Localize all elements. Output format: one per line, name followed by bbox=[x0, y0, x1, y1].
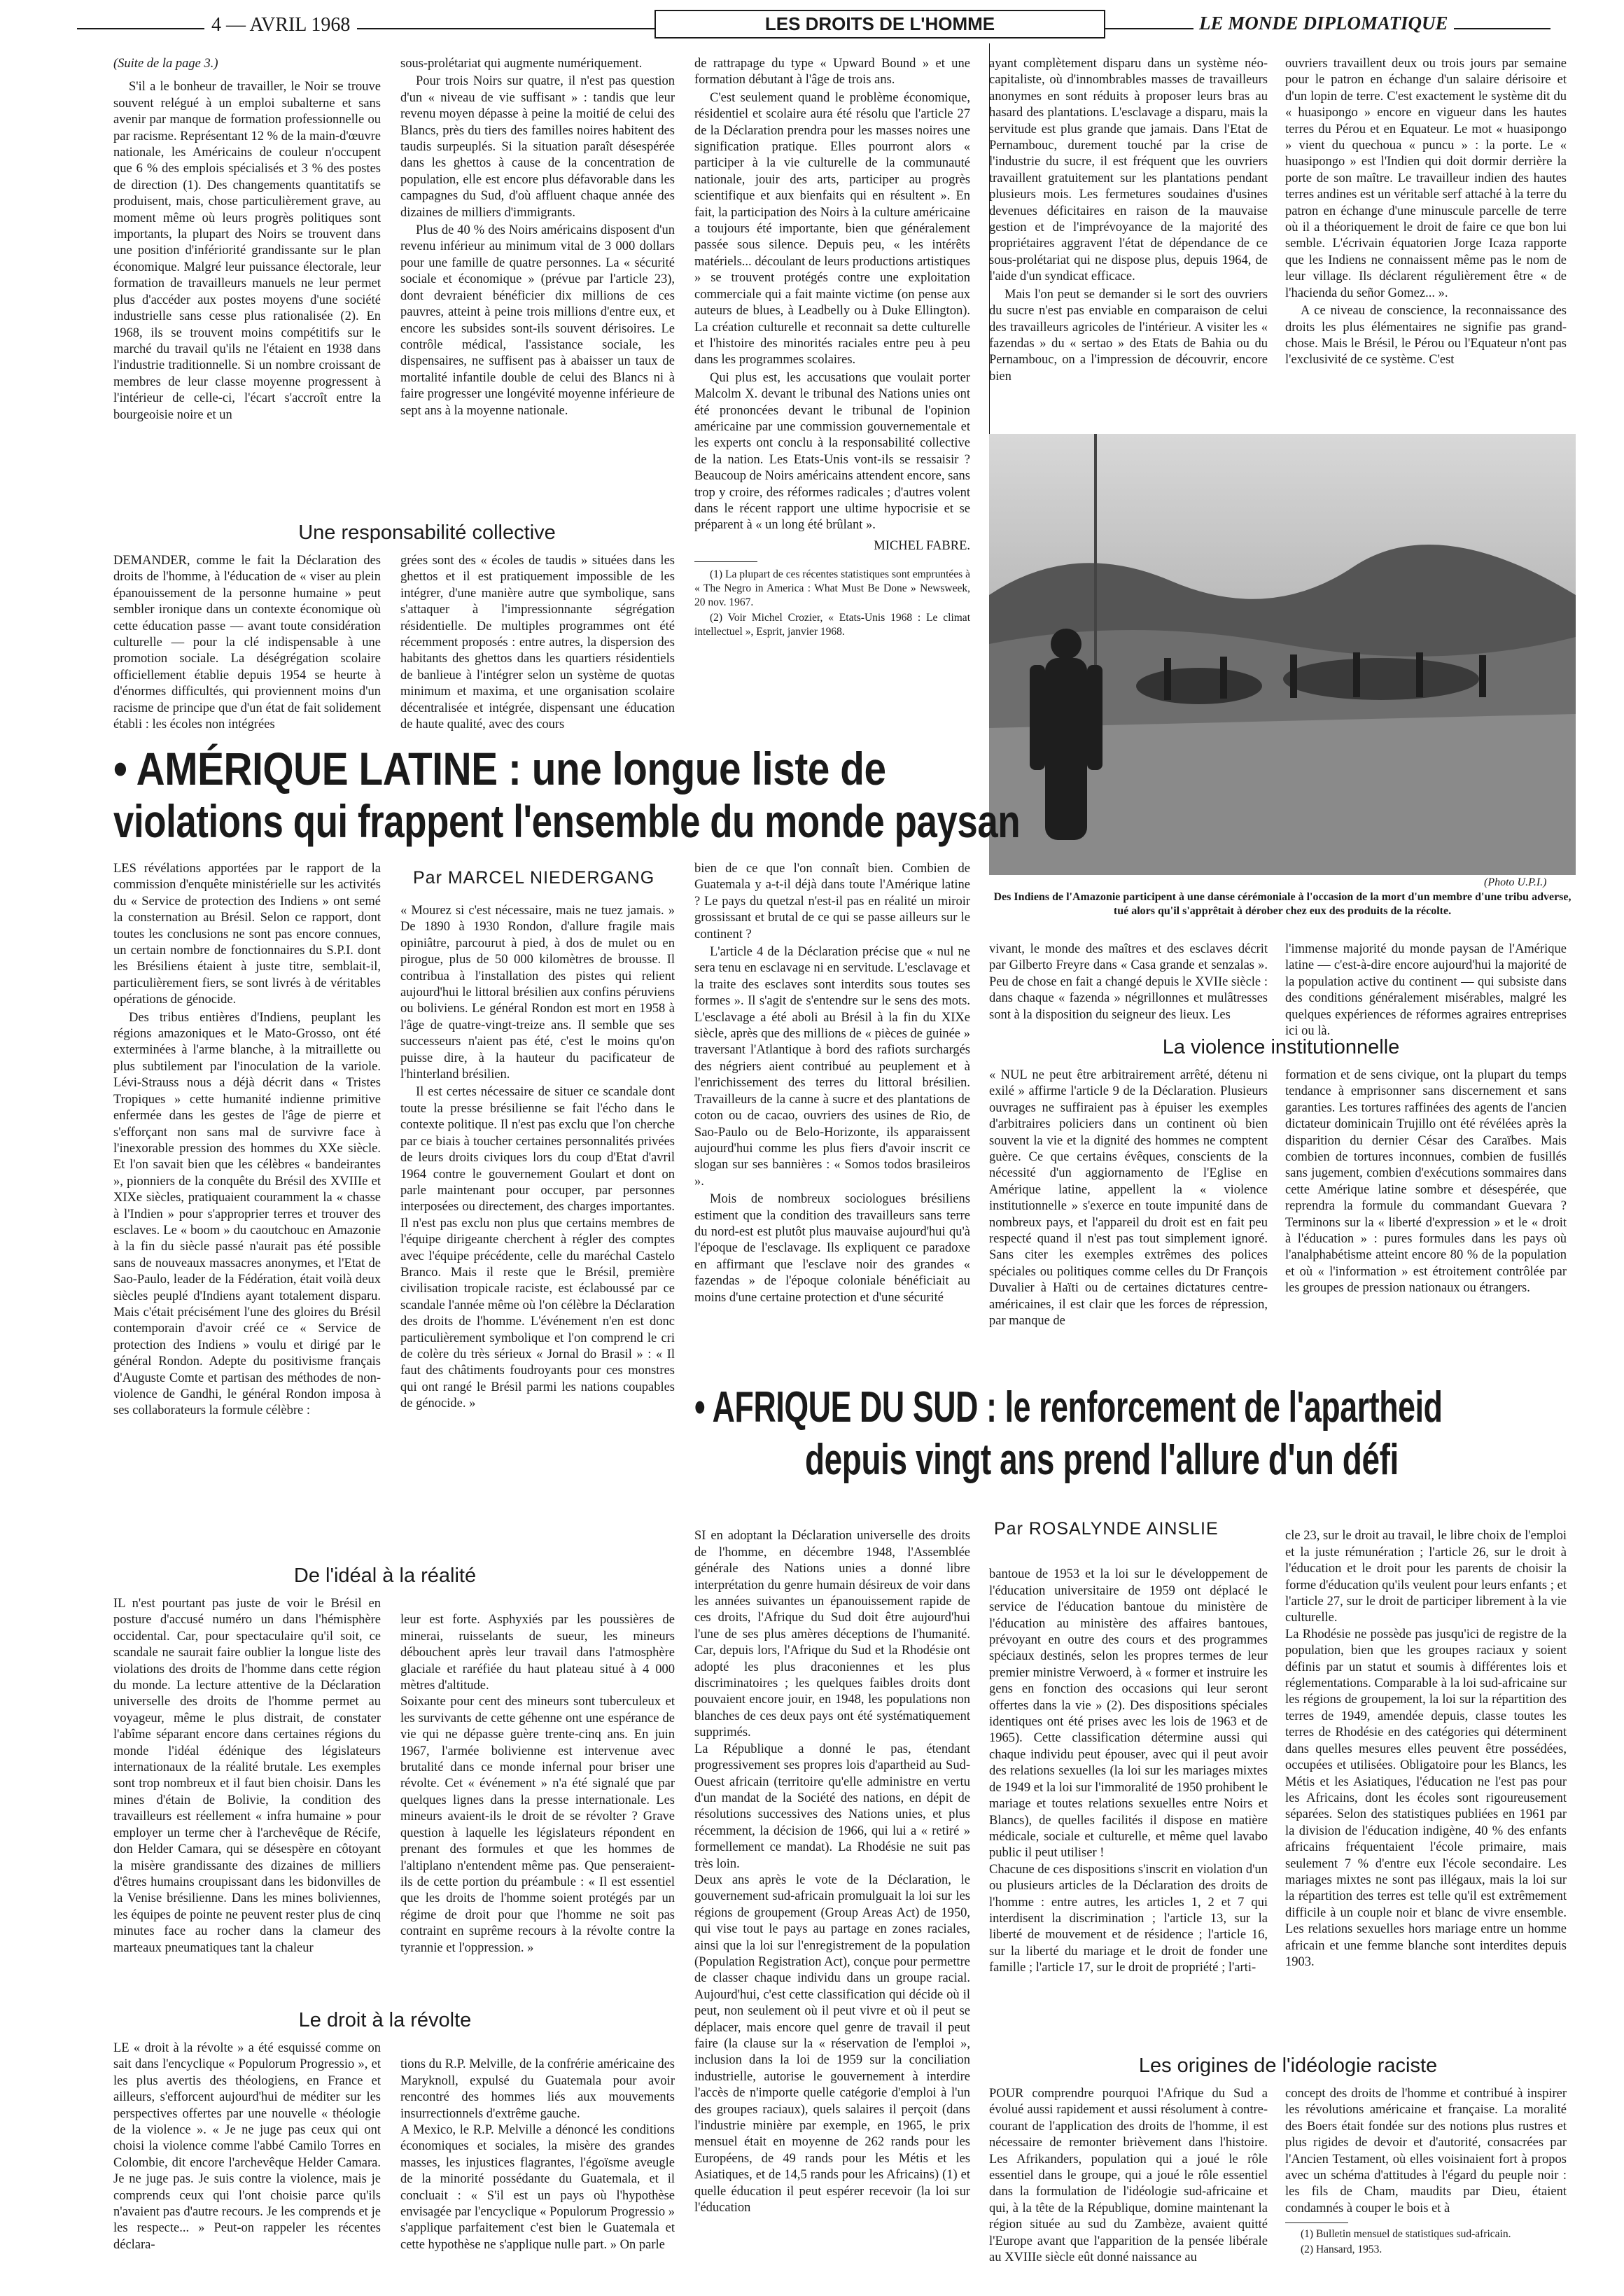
latin-america-column-3 bbox=[694, 861, 970, 1308]
paper-title: LE MONDE DIPLOMATIQUE bbox=[1194, 13, 1454, 34]
paragraph: de rattrapage du type « Upward Bound » et une formation débutant à l'âge de trois ans. bbox=[694, 57, 970, 88]
top-article-column-1 bbox=[113, 56, 381, 425]
latin-america-column-1 bbox=[113, 861, 381, 1421]
origins-column-2 bbox=[1285, 2086, 1567, 2258]
revolt-column-2 bbox=[400, 2040, 675, 2272]
section-heading-revolt: Le droit à la révolte bbox=[298, 2009, 472, 2031]
section-heading-violence: La violence institutionnelle bbox=[1162, 1036, 1400, 1058]
section-title: LES DROITS DE L'HOMME bbox=[654, 10, 1105, 38]
page-date: 4 — AVRIL 1968 bbox=[204, 14, 357, 36]
notes-rule bbox=[694, 561, 757, 562]
footnote: (1) La plupart de ces récentes statistiques sont empruntées à « The Negro in America : What Must Be Done » Newsweek, 20 nov. 1967. bbox=[694, 568, 970, 609]
photo-credit: (Photo U.P.I.) bbox=[1484, 876, 1547, 888]
section-heading-ideal: De l'idéal à la réalité bbox=[293, 1564, 477, 1587]
violence-column-2 bbox=[1285, 1068, 1567, 1298]
paragraph: C'est seulement quand le problème économique, résidentiel et scolaire aura été résolu que l'article 27 de la Déclaration prendra pour les masses noires une signification pratique. Elles pourront alors « participer à la vie culturelle de la communauté nationale, jouir des arts, participer au progrès scientifique et aux bienfaits qui en résultent ». En fait, la participation des Noirs à la culture américaine a toujours été importante, bien que généralement passée sous silence. Depuis peu, « les intérêts matériels... découlant de leurs productions artistiques » se trouvent protégés contre une exploitation commerciale qui a fait mainte victime (on pense aux auteurs de blues, à Leadbelly ou à Duke Ellington). La création culturelle et reconnait sa dette culturelle et l'histoire des minorités raciales entre peu à peu dans les programmes scolaires. bbox=[694, 90, 970, 368]
top-article-column-4 bbox=[989, 56, 1268, 386]
paragraph: S'il a le bonheur de travailler, le Noir se trouve souvent relégué à un emploi subalterne et sans avenir par manque de formation professionnelle ou par racisme. Représentant 12 % de la main-d'œuvre nationale, les Américains de couleur n'occupent que 6 % des emplois spécialisés et 3 % des postes de direction (1). Des changements quantitatifs se produisent, mais, chose particulièrement grave, au moment même où leurs progrès politiques sont importants, la plupart des Noirs se trouvent dans une position d'infériorité grandissante sur le plan économique. Malgré leur puissance électorale, leur formation de travailleurs manuels ne leur permet plus d'accéder aux postes moyens d'une société industrielle sans cesse plus rationalisée (2). En 1968, ils se trouvent moins compétitifs sur le marché du travail qu'ils ne l'étaient en 1938 dans l'industrie traditionnelle. Si un nombre croissant de membres de leur classe moyenne progressent à l'intérieur de celle-ci, l'écart s'accroît entre la bourgeoisie noire et un bbox=[113, 80, 381, 422]
responsibility-column-1 bbox=[113, 553, 381, 734]
paragraph: POUR comprendre pourquoi l'Afrique du Sud a évolué aussi rapidement et aussi résolument à contre-courant de l'application des droits de l'homme, il est nécessaire de remonter brièvement dans l'histoire. Les Afrikanders, population qui a joué le rôle essentiel dans le groupe, qui a joué le rôle essentiel dans la formulation de l'idéologie sud-africaine et qui, à la tête de la République, domine maintenant la région située au sud du Zambèze, avaient quitté l'Europe avant que l'apparition de la pensée libérale au XVIIIe siècle eût donné naissance au bbox=[989, 2087, 1268, 2265]
photo-amazon-dance bbox=[989, 434, 1576, 875]
paragraph: formation et de sens civique, ont la plupart du temps tendance à emprisonner sans discernement et sans garanties. Les tortures raffinées des agents de l'ancien dictateur dominicain Trujillo ont été révélées après la disparition du dernier César des Caraïbes. Mais combien de tortures inconnues, combien de fusillés sans jugement, combien d'exécutions sommaires dans cette Amérique latine sombre et désespérée, que reprendra la formule du commandant Guevara ? Terminons sur la « liberté d'expression » et le « droit à l'éducation » : pures formules dans les pays où l'analphabétisme atteint encore 80 % de la population et où « l'information » est étroitement contrôlée par les groupes de pression nationaux ou étrangers. bbox=[1285, 1068, 1567, 1296]
paragraph: LES révélations apportées par le rapport de la commission d'enquête ministérielle sur les activités du « Service de protection des Indiens » ont semé la consternation au Brésil. Selon ce rapport, dont toutes les conclusions ne sont pas encore connues, un certain nombre de fonctionnaires du S.P.I. dont les Brésiliens étaient à juste titre, semblait-il, particulièrement fiers, se sont livrés à de véritables opérations de génocide. bbox=[113, 862, 381, 1007]
paragraph: Il est certes nécessaire de situer ce scandale dont toute la presse brésilienne se fait l'écho dans le contexte politique. Il n'est pas exclu que l'on cherche par ce biais à toucher certaines personnalités privées de leurs droits civiques lors du coup d'Etat d'avril 1964 contre le gouvernement Goulart et dont on parle maintenant pour occuper, par personnes interposées ou directement, des charges importantes. Il n'est pas exclu non plus que certains membres de l'équipe dirigeante cherchent à régler des comptes avec l'équipe précédente, celle du maréchal Castelo Branco. Mais il reste que le Brésil, première civilisation tropicale raciste, est éclaboussé par ce scandale l'année même où l'on célèbre la Déclaration des droits de l'homme. L'événement n'en est donc particulièrement symbolique et l'on comprend le cri de colère du très sérieux « Jornal do Brasil » : « Il faut des châtiments foudroyants pour ces monstres qui ont rangé le Brésil parmi les nations coupables de génocide. » bbox=[400, 1085, 675, 1411]
photo-caption: Des Indiens de l'Amazonie participent à une danse cérémoniale à l'occasion de la mort d'un membre d'une tribu adverse, tué alors qu'il s'apprêtait à dérober chez eux des produits de la récolte. bbox=[993, 891, 1572, 917]
south-africa-byline: Par ROSALYNDE AINSLIE bbox=[994, 1519, 1219, 1539]
south-africa-column-1 bbox=[694, 1512, 970, 2234]
paragraph: leur est forte. Asphyxiés par les poussières de minerai, ruisselants de sueur, les mineurs débouchent après leur travail dans l'atmosphère glaciale et raréfiée du haut plateau situé à 4 000 mètres d'altitude. Soixante pour cent des mineurs sont tuberculeux et les survivants de cette géhenne ont une espérance de vie qui ne dépasse guère trente-cinq ans. En juin 1967, l'armée bolivienne est intervenue avec brutalité dans ce monde infernal pour briser une révolte. Cet « événement » n'a été signalé que par quelques lignes dans la presse internationale. Les mineurs avaient-ils le droit de se révolter ? Grave question à laquelle les législateurs répondent en prenant des formules et que les hommes de l'altiplano n'entendent même pas. Que penseraient-ils de cette portion du préambule : « Il est essentiel que les droits de l'homme soient protégés par un régime de droit pour que l'homme ne soit pas contraint en suprême recours à la révolte contre la tyrannie et l'oppression. » bbox=[400, 1613, 675, 1955]
latin-america-column-4 bbox=[989, 941, 1268, 1025]
paragraph: vivant, le monde des maîtres et des esclaves décrit par Gilberto Freyre dans « Casa grande et senzalas ». Peu de chose en fait a changé depuis le XVIIe siècle : dans chaque « fazenda » négrillonnes et mulâtresses sont à la disposition du seigneur des lieux. Les bbox=[989, 942, 1268, 1022]
paragraph: ouvriers travaillent deux ou trois jours par semaine pour le patron en échange d'un salaire dérisoire et d'un lopin de terre. C'est exactement le système dit du « huasipongo » encore en vigueur dans les hautes terres du Pérou et en Equateur. Le mot « huasipongo » vient du quechoua « puncu » : la porte. Le « huasipongo » est l'Indien qui doit dormir derrière la porte de son maître. Le travailleur indien des hautes terres andines est un véritable serf attaché à la terre du patron en échange d'une minuscule parcelle de terre où il a théoriquement le droit de faire ce que bon lui semble. L'écrivain équatorien Jorge Icaza rapporte que les Indiens ne connaissent même pas le nom de leur village. Ils déclarent régulièrement être « de l'hacienda du señor Gomez... ». bbox=[1285, 57, 1567, 300]
paragraph: sous-prolétariat qui augmente numériquement. bbox=[400, 57, 643, 71]
paragraph: Plus de 40 % des Noirs américains disposent d'un revenu inférieur au minimum vital de 3 000 dollars pour une famille de quatre personnes. La « sécurité sociale et économique » (prévue par l'article 23), dont devraient bénéficier dix millions de ces pauvres, atteint à peine trois millions d'entre eux, et encore les subsides sont-ils souvent dérisoires. Le contrôle médical, l'assistance sociale, les dispensaires, ne suffisent pas à abaisser un taux de mortalité infantile double de celui des Blancs ni à faire progresser une longévité moyenne inférieure de sept ans à la moyenne nationale. bbox=[400, 223, 675, 418]
paragraph: Mois de nombreux sociologues brésiliens estiment que la condition des travailleurs sans terre du nord-est est plutôt plus mauvaise aujourd'hui qu'à l'époque de l'esclavage. Ils expliquent ce paradoxe en affirmant que l'esclave noir des grandes « fazendas » de l'époque coloniale bénéficiait au moins d'une certaine protection et d'une sécurité bbox=[694, 1192, 970, 1305]
paragraph: L'article 4 de la Déclaration précise que « nul ne sera tenu en esclavage ni en servitude. L'esclavage et la traite des esclaves sont interdits sous toutes ses formes ». Il s'agit de s'entendre sur le sens des mots. L'esclavage a été aboli au Brésil à la fin du XIXe siècle, après que des millions de « pièces de guinée » traversant l'Atlantique à bord des rafiots surchargés des négriers aient contribué au peuplement et à l'enrichissement des terres du littoral brésilien. Travailleurs de la canne à sucre et des plantations de coton ou de cacao, ouvriers des usines de Rio, de Sao-Paulo ou de Belo-Horizonte, ils apparaissent aujourd'hui comme les plus fiers d'avoir inscrit ce slogan sur ses bannières : « Somos todos brasileiros ». bbox=[694, 945, 970, 1189]
footnote: (2) Voir Michel Crozier, « Etats-Unis 1968 : Le climat intellectuel », Esprit, janvier 1968. bbox=[694, 612, 970, 638]
paragraph: grées sont des « écoles de taudis » situées dans les ghettos et il est pratiquement impossible de les intégrer, d'une manière autre que symbolique, sans s'attaquer à l'impressionnante ségrégation résidentielle. De multiples programmes ont été récemment proposés : entre autres, la dispersion des habitants des ghettos dans les quartiers résidentiels de banlieue à l'intégrer selon un système de quotas minimum et maxima, et une organisation scolaire décentralisée et intégrée, dispensant une éducation de haute qualité, avec des cours bbox=[400, 554, 675, 732]
footnote: (2) Hansard, 1953. bbox=[1301, 2244, 1382, 2256]
responsibility-column-2 bbox=[400, 553, 675, 734]
top-article-column-3 bbox=[694, 56, 970, 640]
south-africa-headline-line-1: • AFRIQUE DU SUD : le renforcement de l'apartheid bbox=[694, 1383, 1443, 1432]
author-signature: MICHEL FABRE. bbox=[874, 538, 970, 553]
latin-america-headline-line-2: violations qui frappent l'ensemble du monde paysan bbox=[113, 795, 1021, 847]
footnote: (1) Bulletin mensuel de statistiques sud-africain. bbox=[1301, 2228, 1511, 2241]
paragraph: « NUL ne peut être arbitrairement arrêté, détenu ni exilé » affirme l'article 9 de la Déclaration. Plusieurs ouvrages ne suffiraient pas à épuiser les exemples d'arbitraires policiers dans un continent où bien souvent la vie et la dignité des hommes ne comptent guère. Ce que certains évêques, conscients de la nécessité d'un aggiornamento de l'Eglise en Amérique latine, appellent la « violence institutionnelle » s'exerce en toute impunité dans de nombreux pays, et l'appareil du droit est en fait peu respecté quand il n'est pas tout simplement ignoré. Sans citer les exemples extrêmes des polices spéciales ou politiques comme celles du Dr François Duvalier à Haïti ou de certaines dictatures centre-américaines, il est clair que les forces de répression, par manque de bbox=[989, 1068, 1268, 1329]
paragraph: LE « droit à la révolte » a été esquissé comme on sait dans l'encyclique « Populorum Progressio », et les plus avertis des théologiens, en France et ailleurs, s'efforcent aujourd'hui de méditer sur les perspectives offertes par une nouvelle « théologie de la violence ». « Je ne juge pas ceux qui ont choisi la violence comme l'abbé Camilo Torres en Colombie, dit encore l'archevêque Helder Camara. Je ne juge pas. Je suis contre la violence, mais je comprends ceux qui l'ont choisie parce qu'ils n'avaient pas d'autre recours. Je les comprends et je les respecte... » Peut-on rappeler les récentes déclara- bbox=[113, 2041, 381, 2252]
south-africa-headline-line-2: depuis vingt ans prend l'allure d'un défi bbox=[805, 1436, 1399, 1484]
paragraph: l'immense majorité du monde paysan de l'Amérique latine — c'est-à-dire encore aujourd'hui la majorité de la population active du continent — qui subsiste dans des conditions généralement misérables, malgré les quelques expériences de réformes agraires entreprises ici ou là. bbox=[1285, 942, 1567, 1039]
origins-column-1 bbox=[989, 2086, 1268, 2267]
latin-america-headline-line-1: • AMÉRIQUE LATINE : une longue liste de bbox=[113, 743, 886, 794]
section-heading-origins: Les origines de l'idéologie raciste bbox=[1138, 2054, 1438, 2077]
paragraph: ayant complètement disparu dans un système néo-capitaliste, où d'innombrables masses de travailleurs anonymes en sont réduits à proposer leurs bras au hasard des plantations. L'esclavage a disparu, mais la servitude est plus grande que jamais. Dans l'Etat de Pernambouc, durement touché par la crise de l'industrie du sucre, il est fréquent que les ouvriers travaillent gratuitement sur les plantations pendant plusieurs mois. Les fermetures soudaines d'usines devenues déficitaires en raison de la mauvaise gestion et de l'imprévoyance de la majorité des propriétaires aggravent l'état de dépendance de ce sous-prolétariat qui ne dispose plus, depuis 1964, de l'aide d'un syndicat efficace. bbox=[989, 57, 1268, 284]
notes-rule bbox=[1285, 2222, 1348, 2223]
violence-column-1 bbox=[989, 1068, 1268, 1331]
paragraph: « Mourez si c'est nécessaire, mais ne tuez jamais. » De 1890 à 1930 Rondon, d'allure fragile mais opiniâtre, parcourut à pied, à dos de mulet ou en pirogue, plus de 50 000 kilomètres de brousse. Il contribua à l'installation des pistes qui relient aujourd'hui le littoral brésilien aux confins péruviens ou boliviens. Le général Rondon est mort en 1958 à l'âge de quatre-vingt-treize ans. Il semble que ses successeurs n'aient pas été, c'est le moins qu'on puisse dire, à la hauteur du pacificateur de l'hinterland brésilien. bbox=[400, 904, 675, 1082]
top-article-column-5 bbox=[1285, 56, 1567, 370]
paragraph: Mais l'on peut se demander si le sort des ouvriers du sucre n'est pas enviable en comparaison de celui des travailleurs agricoles de l'intérieur. A visiter les « fazendas » du « sertao » des Etats de Bahia ou du Pernambouc, on a l'impression de découvrir, encore bien bbox=[989, 287, 1268, 384]
south-africa-column-3 bbox=[1285, 1512, 1567, 1989]
south-africa-column-2 bbox=[989, 1550, 1268, 1994]
paragraph: cle 23, sur le droit au travail, le libre choix de l'emploi et la juste rémunération ; l'article 26, sur le droit à l'éducation et le droit pour les parents de choisir la forme d'éducation qu'ils veulent pour leurs enfants ; et l'article 27, sur le droit de participer librement à la vie culturelle. La Rhodésie ne possède pas jusqu'ici de registre de la population, bien que les groupes raciaux y soient définis par un statut et soumis à différentes lois et réglementations. Comparable à la loi sud-africaine sur les régions de groupement, la loi sur la répartition des terres de 1949, amendée depuis, classe toutes les terres de Rhodésie en des catégories qui déterminent dans quelles mesures elles peuvent être possédées, occupées et utilisées. Obligatoire pour les Blancs, les Métis et les Asiatiques, l'éducation ne l'est pas pour les Africains, dont les écoles sont rigoureusement séparées. Selon des statistiques publiées en 1961 par la division de l'éducation indigène, 40 % des enfants africains fréquentaient l'école primaire, mais seulement 7 % d'entre eux l'école secondaire. Les mariages mixtes ne sont pas illégaux, mais la loi sur la répartition des terres est telle qu'il est extrêmement difficile à un couple noir et blanc de vivre ensemble. Les relations sexuelles hors mariage entre un homme africain et une femme blanche sont interdites depuis 1903. bbox=[1285, 1529, 1567, 1969]
latin-america-column-5 bbox=[1285, 941, 1567, 1041]
paragraph: bien de ce que l'on connaît bien. Combien de Guatemala y a-t-il déjà dans toute l'Amérique latine ? Le pays du quetzal n'est-il pas en réalité un miroir grossissant et brutal de ce qui se passe ailleurs sur le continent ? bbox=[694, 862, 970, 941]
paragraph: SI en adoptant la Déclaration universelle des droits de l'homme, en décembre 1948, l'Assemblée générale des Nations unies a donné libre interprétation du genre humain désireux de voir dans les années suivantes un épanouissement rapide de ces droits, l'Afrique du Sud doit être aujourd'hui l'une de ses plus amères déceptions de l'humanité. Car, depuis lors, l'Afrique du Sud et la Rhodésie ont adopté les plus draconiennes et les plus discriminatoires ; les quelques faibles droits dont pouvaient encore jouir, en 1948, les populations non blanches de ces deux pays ont été systématiquement supprimés. La République a donné le pas, étendant progressivement ses propres lois d'apartheid au Sud-Ouest africain (territoire qu'elle administre en vertu d'un mandat de la Société des nations, en dépit de résolutions successives des Nations unies, et plus récemment, la décision de 1966, qui lui a « retiré » formellement ce mandat). La Rhodésie ne suit pas très loin. Deux ans après le vote de la Déclaration, le gouvernement sud-africain promulguait la loi sur les régions de groupement (Group Areas Act) de 1950, qui vise tout le pays au partage en zones raciales, ainsi que la loi sur l'enregistrement de la population (Population Registration Act), conçue pour permettre de classer chaque individu dans un groupe racial. Aujourd'hui, c'est cette classification qui décide où il peut, non seulement où il peut vivre et où il peut se déplacer, mais encore quel genre de travail il peut faire (la clause sur la « réservation de l'emploi », inclusion dans la loi de 1959 sur la conciliation industrielle, autorise le gouvernement à interdire l'accès de n'importe quelle catégorie d'emploi à l'un des groupes raciaux), quels salaires il perçoit (dans l'industrie minière par exemple, en 1965, le prix mensuel était en moyenne de 262 rands pour les Européens, de 49 rands pour les Métis et les Asiatiques, et de 14,5 rands pour les Africains) (1) et quelle éducation il peut espérer recevoir (la loi sur l'éducation bbox=[694, 1529, 970, 2216]
paragraph: tions du R.P. Melville, de la confrérie américaine des Maryknoll, expulsé du Guatemala pour avoir rencontré des hommes liés aux mouvements insurrectionnels d'extrême gauche. A Mexico, le R.P. Melville a dénoncé les conditions économiques et sociales, la misère des grandes masses, les injustices flagrantes, l'égoïsme aveugle de la minorité possédante du Guatemala, et il concluait : « S'il est un pays où l'hypothèse envisagée par l'encyclique « Populorum Progressio » s'applique parfaitement c'est bien le Guatemala et cette hypothèse ne s'applique nulle part. » On parle bbox=[400, 2057, 675, 2252]
section-heading-responsibility: Une responsabilité collective bbox=[298, 522, 556, 544]
ideal-column-1 bbox=[113, 1596, 381, 1958]
paragraph: IL n'est pourtant pas juste de voir le Brésil en posture d'accusé numéro un dans l'hémisphère occidental. Car, pour spectaculaire qu'il soit, ce scandale ne saurait faire oublier la longue liste des violations des droits de l'homme dans cette région du monde. La lecture attentive de la Déclaration universelle des droits de l'homme permet au voyageur, même le plus distrait, de constater l'abîme séparant encore dans certaines régions du monde l'idéal édénique des législateurs internationaux de la réalité brutale. Les exemples sont trop nombreux et il faut bien choisir. Dans les mines d'étain de Bolivie, la condition des travailleurs est réellement « infra humaine » pour employer un terme cher à l'archevêque de Récife, don Helder Camara, qui se désespère en côtoyant la misère grandissante des dizaines de milliers d'êtres humains croupissant dans les bidonvilles de la Venise brésilienne. Dans les mines boliviennes, les équipes de pointe ne peuvent rester plus de cinq minutes face au rocher dans la clameur des marteaux pneumatiques tant la chaleur bbox=[113, 1597, 381, 1955]
paragraph: Pour trois Noirs sur quatre, il n'est pas question d'un « niveau de vie suffisant » : tandis que leur revenu moyen dépasse à peine la moitié de celui des Blancs, près du tiers des familles noires habitent des taudis surpeuplés. Si la situation paraît désespérée dans les ghettos à cause de la concentration de population, elle est encore plus défavorable dans les campagnes du Sud, d'où affluent chaque année des dizaines de milliers d'immigrants. bbox=[400, 74, 675, 220]
ideal-column-2 bbox=[400, 1596, 675, 1974]
latin-america-byline: Par MARCEL NIEDERGANG bbox=[413, 868, 655, 888]
paragraph: concept des droits de l'homme et contribué à inspirer les révolutions américaine et française. La moralité des Boers était fondée sur des notions plus rustres et plus rigides de devoir et d'autorité, consacrées par l'Ancien Testament, où elles voisinaient fort à propos avec un schéma d'attitudes à l'égard du peuple noir : les fils de Cham, maudits par Dieu, étaient condamnés à couper le bois et à bbox=[1285, 2087, 1567, 2216]
paragraph: DEMANDER, comme le fait la Déclaration des droits de l'homme, à l'éducation de « viser au plein épanouissement de la personne humaine » peut sembler ironique dans un contexte économique où cette éducation passe — avant toute considération culturelle — pour la clé indispensable à une promotion sociale. La déségrégation scolaire officiellement établie depuis 1954 se heurte à d'énormes difficultés, qui proviennent moins d'un racisme de principe que d'un état de fait solidement établi : les écoles non intégrées bbox=[113, 554, 381, 732]
revolt-column-1 bbox=[113, 2040, 381, 2255]
paragraph: bantoue de 1953 et la loi sur le développement de l'éducation universitaire de 1959 ont déplacé le service de l'éducation bantoue du ministère de l'éducation au ministère des affaires bantoues, prévoyant en outre des cours et des programmes spéciaux destinés, selon les propres termes de leur premier ministre Verwoerd, à « former et instruire les gens en fonction des occasions qui leur seront offertes dans la vie » (2). Des dispositions spéciales identiques ont été prises avec les lois de 1963 et de 1965). Cette classification détermine aussi qui chaque individu peut épouser, avec qui il peut avoir des relations sexuelles (la loi sur les mariages mixtes de 1949 et la loi sur l'immoralité de 1950 prohibent le mariage et toutes relations sexuelles entre Noirs et Blancs), de quelles facilités il dispose en matière médicale, sociale et culturelle, et même quel lavabo public il peut utiliser ! Chacune de ces dispositions s'inscrit en violation d'un ou plusieurs articles de la Déclaration des droits de l'homme : entre autres, les articles 1, 2 et 7 qui interdisent la discrimination ; l'article 13, sur la liberté de mouvement et de résidence ; l'article 16, sur la liberté du mariage et le droit de fonder une famille ; l'article 17, sur le droit de propriété ; l'arti- bbox=[989, 1567, 1268, 1975]
paragraph: Des tribus entières d'Indiens, peuplant les régions amazoniques et le Mato-Grosso, ont été exterminées à l'arme blanche, à la mitraillette ou plus subtilement par l'inoculation de la variole. Lévi-Strauss nous a déjà décrit dans « Tristes Tropiques » cette humanité indienne primitive enfermée dans les gestes de l'âge de pierre et s'efforçant non sans mal de survivre face à l'inexorable pression des hommes du XXe siècle. Et l'on savait bien que les célèbres « bandeirantes », pionniers de la conquête du Brésil des XVIIIe et XIXe siècles, pratiquaient couramment la « chasse à l'Indien » pour s'approprier terres et trouver des esclaves. Le « boom » du caoutchouc en Amazonie à la fin du siècle passé n'aurait pas été possible sans de nouveaux massacres anonymes, et l'Etat de Sao-Paulo, leader de la Fédération, était voilà deux siècles peuplé d'Indiens ayant totalement disparu. Mais c'était précisément l'une des gloires du Brésil contemporain d'avoir créé ce « Service de protection des Indiens » voulu et dirigé par le général Rondon. Adepte du positivisme français d'Auguste Comte et partisan des méthodes de non-violence de Gandhi, le général Rondon imposa à ses collaborateurs la formule célèbre : bbox=[113, 1010, 381, 1418]
photo-image bbox=[989, 434, 1576, 875]
continued-from: (Suite de la page 3.) bbox=[113, 57, 218, 71]
paragraph: Qui plus est, les accusations que voulait porter Malcolm X. devant le tribunal des Nations unies ont été prononcées devant le tribunal de l'opinion américaine par une commission gouvernementale et les experts ont conclu à la responsabilité collective de la nation. Les Etats-Unis vont-ils se ressaisir ? Beaucoup de Noirs américains attendent encore, sans trop y croire, des réformes radicales ; d'autres volent dans le récent rapport une ultime hypocrisie et se préparent à « un long été brûlant ». bbox=[694, 370, 971, 533]
latin-america-column-2 bbox=[400, 903, 675, 1414]
top-article-column-2 bbox=[400, 56, 675, 421]
paragraph: A ce niveau de conscience, la reconnaissance des droits les plus élémentaires ne signifie pas grand-chose. Mais le Brésil, le Pérou ou l'Equateur n'ont pas l'exclusivité de ce système. C'est bbox=[1285, 304, 1567, 368]
